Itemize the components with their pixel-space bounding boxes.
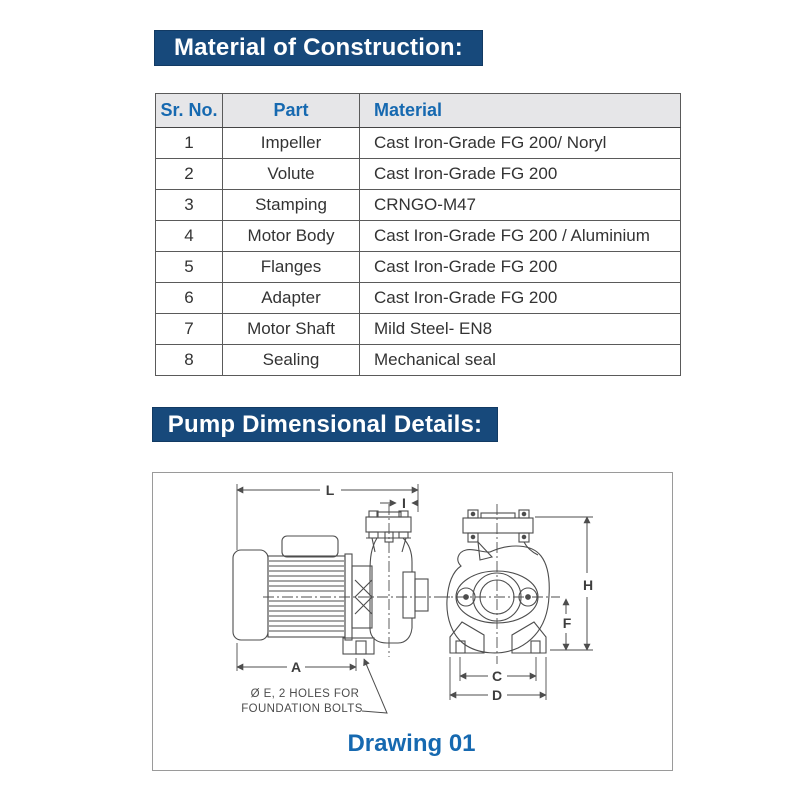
- column-header-material: Material: [360, 94, 681, 128]
- pump-side-view: [233, 504, 452, 657]
- cell-material: CRNGO-M47: [360, 190, 681, 221]
- section-title-pump-dimensional-details: Pump Dimensional Details:: [152, 407, 498, 442]
- bolt-dot: [471, 535, 475, 539]
- flange-bolt: [399, 532, 408, 538]
- cell-material: Cast Iron-Grade FG 200: [360, 283, 681, 314]
- dimension-L: [237, 482, 418, 550]
- column-header-part: Part: [223, 94, 360, 128]
- dim-label-C: C: [491, 668, 503, 684]
- volute-casing-front: [447, 546, 549, 653]
- suction-flange-face: [415, 579, 428, 611]
- cell-part: Adapter: [223, 283, 360, 314]
- cell-sr-no: 8: [156, 345, 223, 376]
- cell-sr-no: 5: [156, 252, 223, 283]
- cell-material: Mild Steel- EN8: [360, 314, 681, 345]
- flange-gusset: [478, 542, 538, 560]
- drawing-caption: Drawing 01: [347, 730, 476, 757]
- dimension-I: [380, 495, 418, 511]
- delivery-flange-side: [366, 517, 411, 532]
- foundation-bolt-hole: [356, 641, 366, 654]
- note-line-2: FOUNDATION BOLTS: [241, 703, 363, 715]
- cell-part: Stamping: [223, 190, 360, 221]
- cell-sr-no: 3: [156, 190, 223, 221]
- cell-sr-no: 7: [156, 314, 223, 345]
- cell-sr-no: 4: [156, 221, 223, 252]
- dimension-F: [563, 599, 572, 650]
- delivery-flange-rim: [481, 513, 515, 518]
- cell-material: Cast Iron-Grade FG 200/ Noryl: [360, 128, 681, 159]
- dim-label-A: A: [290, 659, 302, 675]
- delivery-flange-front: [463, 518, 533, 533]
- suction-flange-side: [403, 572, 415, 618]
- dim-label-I: I: [402, 495, 406, 511]
- dim-label-L: L: [325, 482, 335, 498]
- terminal-box: [282, 536, 338, 557]
- cell-sr-no: 1: [156, 128, 223, 159]
- casing-side: [370, 538, 412, 643]
- dim-label-H: H: [582, 577, 594, 593]
- cell-material: Cast Iron-Grade FG 200 / Aluminium: [360, 221, 681, 252]
- leader-line: [362, 659, 387, 713]
- dimension-A: [237, 643, 356, 675]
- cell-sr-no: 2: [156, 159, 223, 190]
- pump-foot-left: [450, 622, 484, 653]
- column-header-sr-no: Sr. No.: [156, 94, 223, 128]
- cell-part: Motor Body: [223, 221, 360, 252]
- bolt-dot: [522, 512, 526, 516]
- cell-part: Impeller: [223, 128, 360, 159]
- dimension-C: [460, 657, 536, 684]
- dim-label-D: D: [491, 687, 503, 703]
- flange-bolt: [369, 532, 378, 538]
- motor-body: [268, 556, 345, 637]
- bolt-dot: [522, 535, 526, 539]
- note-line-1: Ø E, 2 HOLES FOR: [250, 688, 360, 700]
- bolt-dot: [471, 512, 475, 516]
- dim-label-F: F: [562, 615, 572, 631]
- cell-part: Flanges: [223, 252, 360, 283]
- cell-sr-no: 6: [156, 283, 223, 314]
- cell-material: Mechanical seal: [360, 345, 681, 376]
- cell-part: Sealing: [223, 345, 360, 376]
- foot-bolt-slot: [456, 641, 465, 653]
- cell-part: Motor Shaft: [223, 314, 360, 345]
- cell-material: Cast Iron-Grade FG 200: [360, 159, 681, 190]
- section-title-material-of-construction: Material of Construction:: [154, 30, 483, 66]
- motor-fins: [269, 561, 344, 631]
- cell-part: Volute: [223, 159, 360, 190]
- cell-material: Cast Iron-Grade FG 200: [360, 252, 681, 283]
- pump-front-view: [437, 504, 560, 664]
- fan-cover: [233, 550, 268, 640]
- foot-bolt-slot: [531, 641, 540, 653]
